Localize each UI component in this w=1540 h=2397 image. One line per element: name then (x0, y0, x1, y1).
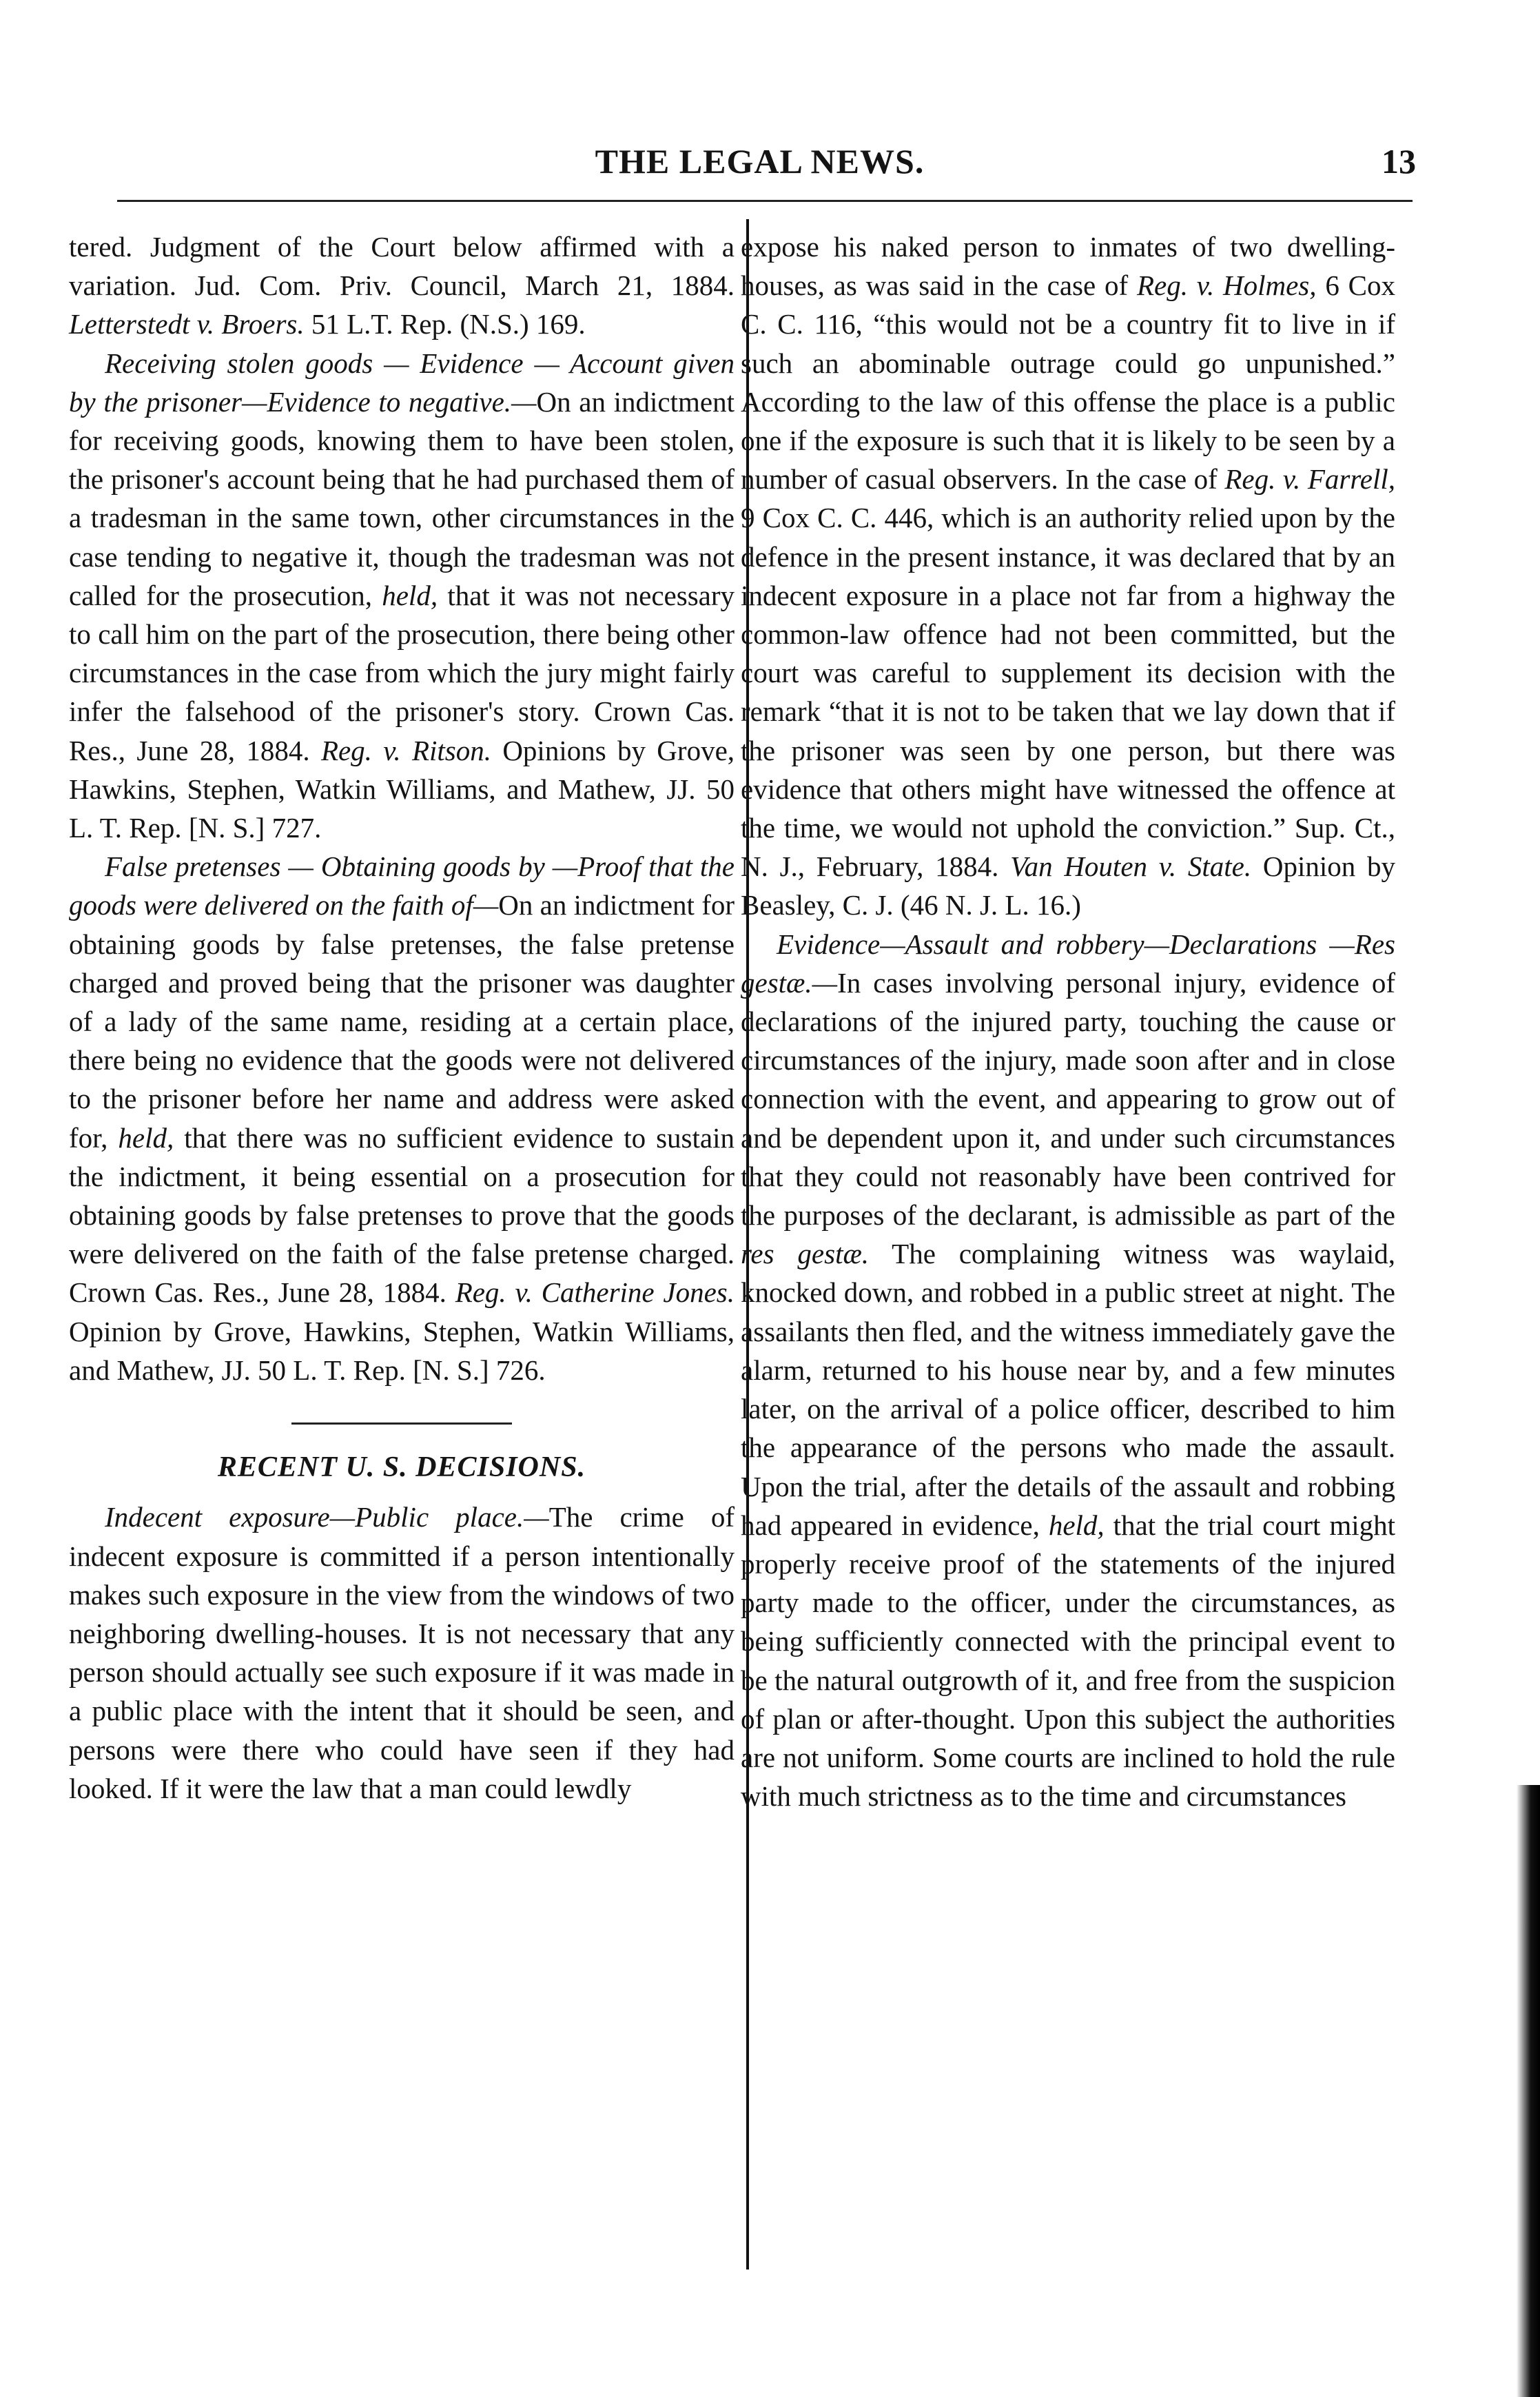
paragraph-indecent-exposure-continued: expose his naked person to inmates of two dwelling-houses, as was said in the case of Reg. v. Holmes, 6 Cox C. C. 116, “this would not be a country fit to live in if such an abominable outrage could go unpunished.” According to the law of this offense the place is a public one if the exposure is such that it is likely to be seen by a number of casual observers. In the case of Reg. v. Farrell, 9 Cox C. C. 446, which is an authority relied upon by the defence in the present instance, it was declared that by an indecent exposure in a place not far from a highway the common-law offence had not been committed, but the court was careful to supplement its decision with the remark “that it is not to be taken that we lay down that if the prisoner was seen by one person, but there was evidence that others might have witnessed the offence at the time, we would not uphold the conviction.” Sup. Ct., N. J., February, 1884. Van Houten v. State. Opinion by Beasley, C. J. (46 N. J. L. 16.) (741, 231, 1395, 921)
paragraph-res-gestae: Evidence—Assault and robbery—Declarations —Res gestæ.—In cases involving personal injury, evidence of declarations of the injured party, touching the cause or circumstances of the injury, made soon after and in close connection with the event, and appearing to grow out of and be dependent upon it, and under such circumstances that they could not reasonably have been contrived for the purposes of the declarant, is admissible as part of the res gestæ. The complaining witness was waylaid, knocked down, and robbed in a public street at night. The assailants then fled, and the witness immediately gave the alarm, returned to his house near by, and a few minutes later, on the arrival of a police officer, described to him the appearance of the persons who made the assault. Upon the trial, after the details of the assault and robbing had appeared in evidence, held, that the trial court might properly receive proof of the statements of the injured party made to the officer, under the circumstances, as being sufficiently connected with the principal event to be the natural outgrowth of it, and free from the suspicion of plan or after-thought. Upon this subject the authorities are not uniform. Some courts are inclined to hold the rule with much strictness as to the time and circumstances (741, 928, 1396, 1813)
case-name: Reg. v. Catherine Jones. (455, 1276, 735, 1309)
section-divider (291, 1422, 512, 1425)
case-name: Reg. v. Holmes, (1136, 269, 1317, 302)
right-column (741, 227, 1395, 1815)
paragraph-heading: False pretenses — Obtaining goods by —Proof that the goods were delivered on the faith of— (69, 850, 735, 921)
header-rule (117, 200, 1413, 202)
running-title: THE LEGAL NEWS. (595, 142, 925, 181)
page-header (103, 141, 1416, 190)
scan-edge-shadow (1517, 1785, 1540, 2397)
paragraph-receiving-stolen-goods: Receiving stolen goods — Evidence — Account given by the prisoner—Evidence to negative.—On an indictment for receiving goods, knowing them to have been stolen, the prisoner's account being that he had purchased them of a tradesman in the same town, other circumstances in the case tending to negative it, though the tradesman was not called for the prosecution, held, that it was not necessary to call him on the part of the prosecution, there being other circumstances in the case from which the jury might fairly infer the falsehood of the prisoner's story. Crown Cas. Res., June 28, 1884. Reg. v. Ritson. Opinions by Grove, Hawkins, Stephen, Watkin Williams, and Mathew, JJ. 50 L. T. Rep. [N. S.] 727. (69, 347, 735, 844)
page-number: 13 (1382, 142, 1416, 181)
paragraph-heading: Evidence—Assault and robbery—Declarations —Res gestæ.— (741, 928, 1395, 999)
case-name: Reg. v. Ritson. (320, 734, 491, 766)
paragraph-judgment-continued: tered. Judgment of the Court below affirmed with a variation. Jud. Com. Priv. Council, March 21, 1884. Letterstedt v. Broers. 51 L.T. Rep. (N.S.) 169. (69, 231, 735, 340)
case-name: Letterstedt v. Broers. (69, 308, 305, 340)
paragraph-indecent-exposure: Indecent exposure—Public place.—The crime of indecent exposure is committed if a person intentionally makes such exposure in the view from the windows of two neighboring dwelling-houses. It is not necessary that any person should actually see such exposure if it was made in a public place with the intent that it should be seen, and persons were there who could have seen if they had looked. If it were the law that a man could lewdly (69, 1501, 735, 1804)
paragraph-heading: Indecent exposure—Public place.— (105, 1501, 549, 1533)
case-name: Reg. v. Farrell, (1224, 463, 1395, 496)
paragraph-false-pretenses: False pretenses — Obtaining goods by —Proof that the goods were delivered on the faith of—On an indictment for obtaining goods by false pretenses, the false pretense charged and proved being that the prisoner was daughter of a lady of the same name, residing at a certain place, there being no evidence that the goods were not delivered to the prisoner before her name and address were asked for, held, that there was no sufficient evidence to sustain the indictment, it being essential on a prosecution for obtaining goods by false pretenses to prove that the goods were delivered on the faith of the false pretense charged. Crown Cas. Res., June 28, 1884. Reg. v. Catherine Jones. Opinion by Grove, Hawkins, Stephen, Watkin Williams, and Mathew, JJ. 50 L. T. Rep. [N. S.] 726. (69, 850, 735, 1386)
section-title: RECENT U. S. DECISIONS. (217, 1451, 586, 1484)
left-column (69, 227, 735, 1808)
paragraph-heading: Receiving stolen goods — Evidence — Account given by the prisoner—Evidence to negative.— (69, 347, 735, 418)
case-name: Van Houten v. State. (1010, 850, 1252, 883)
